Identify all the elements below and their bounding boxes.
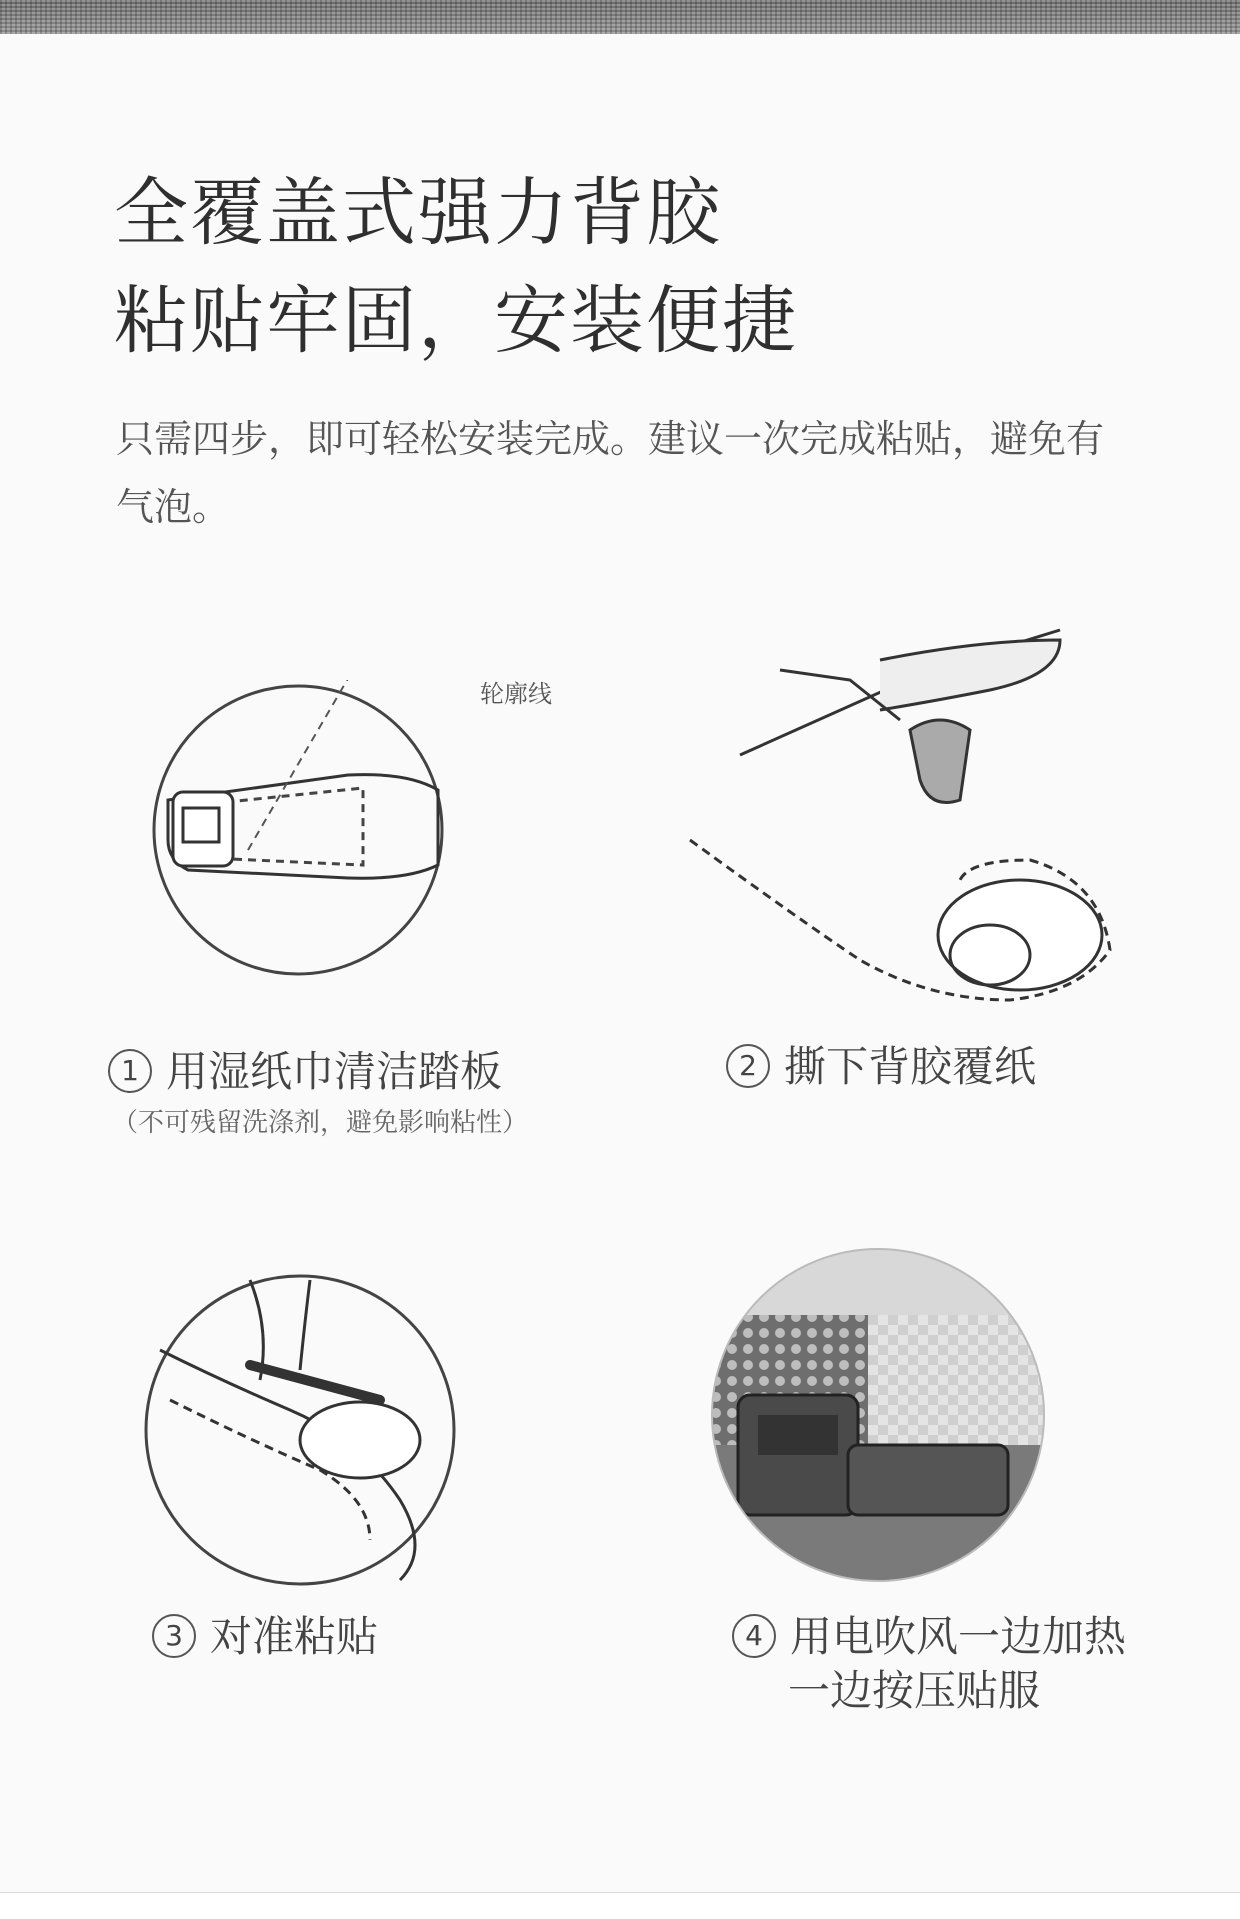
step-4-label-line-2: 一边按压贴服 — [788, 1666, 1041, 1715]
intro-text: 只需四步，即可轻松安装完成。建议一次完成粘贴，避免有气泡。 — [116, 417, 1105, 529]
step-1-note: （不可残留洗涤剂，避免影响粘性） — [112, 1108, 529, 1138]
step-3-label: 对准粘贴 — [210, 1612, 379, 1661]
step-1-caption — [108, 1045, 502, 1099]
headline-line-1: 全覆盖式强力背胶 — [114, 170, 722, 256]
step-3-number: 3 — [152, 1614, 196, 1658]
top-texture-strip — [0, 0, 1240, 34]
headline-line-2: 粘贴牢固，安装便捷 — [114, 278, 798, 364]
step-4-photo — [708, 1245, 1048, 1585]
step-1-number: 1 — [108, 1049, 152, 1093]
step-2-illustration — [680, 620, 1120, 1020]
step-4-label-line-1: 用电吹风一边加热 — [790, 1612, 1127, 1661]
step-2-caption — [726, 1040, 1036, 1094]
step-1-label: 用湿纸巾清洁踏板 — [166, 1047, 503, 1096]
step-1-illustration — [148, 680, 448, 980]
step-3-caption — [152, 1610, 378, 1664]
step-2-number: 2 — [726, 1044, 770, 1088]
step-2-label: 撕下背胶覆纸 — [784, 1042, 1037, 1091]
callout-contour-line: 轮廓线 — [480, 680, 552, 708]
step-4-number: 4 — [732, 1614, 776, 1658]
step-3-illustration — [140, 1270, 460, 1590]
step-4-caption — [732, 1610, 1126, 1664]
bottom-divider — [0, 1892, 1240, 1919]
